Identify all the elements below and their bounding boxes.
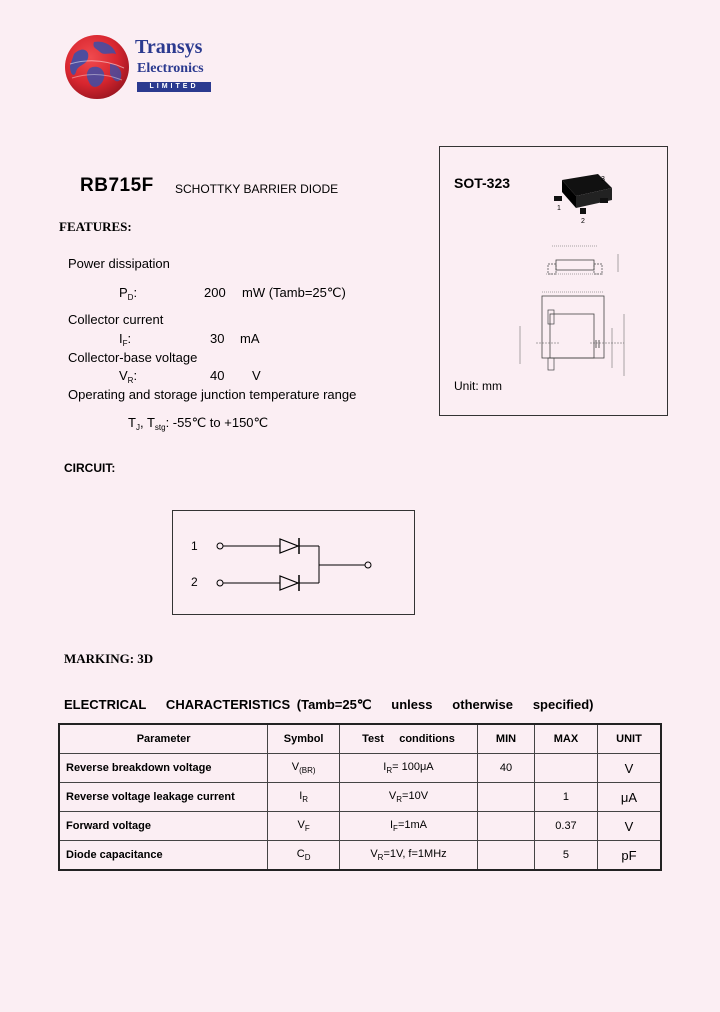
marking-label: MARKING: 3D	[64, 651, 154, 666]
vr-unit: V	[252, 368, 261, 383]
cell-min: 40	[477, 754, 534, 783]
cell-parameter: Diode capacitance	[59, 841, 268, 871]
cell-max: 1	[535, 783, 598, 812]
cell-min	[477, 812, 534, 841]
cell-max: 5	[535, 841, 598, 871]
terminal-3-icon	[365, 562, 371, 568]
cell-max	[535, 754, 598, 783]
power-dissipation-label: Power dissipation	[68, 256, 170, 271]
table-row	[59, 812, 661, 841]
circuit-heading: CIRCUIT:	[64, 461, 116, 475]
package-outline-drawing	[500, 168, 640, 383]
cell-test: $V_R=1V$, f=1MHz	[340, 841, 478, 871]
circuit-pin1-label: 1	[191, 539, 198, 553]
pd-symbol: $P_D$:	[119, 285, 138, 302]
features-heading: FEATURES:	[59, 219, 132, 234]
header-parameter: Parameter	[59, 724, 268, 754]
brand-name: Transys	[135, 36, 203, 58]
temperature-range-label: Operating and storage junction temperature range	[68, 387, 357, 402]
collector-base-voltage-label: Collector-base voltage	[68, 350, 198, 365]
if-value: 30	[210, 331, 225, 346]
table-row	[59, 754, 661, 783]
cell-unit: V	[597, 812, 661, 841]
header-max: MAX	[535, 724, 598, 754]
electrical-characteristics-table	[58, 723, 662, 871]
cell-test: $V_R=10V$	[340, 783, 478, 812]
cell-min	[477, 783, 534, 812]
if-symbol: $I_F$:	[119, 331, 132, 348]
circuit-diagram	[172, 510, 415, 615]
temperature-range-value: $T_J$, $T_{stg}$: -55℃ to +150℃	[128, 415, 269, 432]
cell-min	[477, 841, 534, 871]
pkg-pin3-label: 3	[601, 176, 605, 183]
table-row	[59, 841, 661, 871]
table-header-row	[59, 724, 661, 754]
vr-symbol: $V_R$:	[119, 368, 138, 385]
part-number: RB715F	[80, 175, 154, 196]
terminal-2-icon	[217, 580, 223, 586]
terminal-1-icon	[217, 543, 223, 549]
cell-symbol: $C_D$	[268, 841, 340, 871]
pkg-pin1-label: 1	[557, 205, 561, 212]
cell-parameter: Forward voltage	[59, 812, 268, 841]
header-symbol: Symbol	[268, 724, 340, 754]
header-unit: UNIT	[597, 724, 661, 754]
cell-unit: pF	[597, 841, 661, 871]
package-unit-note: Unit: mm	[454, 379, 502, 393]
header-test-conditions: Test conditions	[340, 724, 478, 754]
cell-symbol: $V_{(BR)}$	[268, 754, 340, 783]
cell-test: $I_F=1mA$	[340, 812, 478, 841]
cell-parameter: Reverse voltage leakage current	[59, 783, 268, 812]
cell-test: $I_R= 100\mu A$	[340, 754, 478, 783]
collector-current-label: Collector current	[68, 312, 164, 327]
cell-max: 0.37	[535, 812, 598, 841]
diode-1-icon	[280, 539, 298, 553]
circuit-pin2-label: 2	[191, 575, 198, 589]
brand-limited-tag: LIMITED	[137, 82, 211, 92]
header-min: MIN	[477, 724, 534, 754]
table-row	[59, 783, 661, 812]
electrical-heading: ELECTRICAL CHARACTERISTICS (Tamb=25℃ unless otherwise specified)	[64, 697, 594, 712]
cell-symbol: $I_R$	[268, 783, 340, 812]
cell-parameter: Reverse breakdown voltage	[59, 754, 268, 783]
cell-unit: V	[597, 754, 661, 783]
part-description: SCHOTTKY BARRIER DIODE	[175, 182, 339, 196]
package-name: SOT-323	[454, 175, 511, 191]
brand-subtitle: Electronics	[137, 61, 204, 76]
pd-value: 200	[204, 285, 226, 300]
vr-value: 40	[210, 368, 225, 383]
if-unit: mA	[240, 331, 260, 346]
diode-2-icon	[280, 576, 298, 590]
pd-unit: mW (Tamb=25℃)	[242, 285, 346, 300]
pkg-pin2-label: 2	[581, 218, 585, 225]
cell-unit: μA	[597, 783, 661, 812]
cell-symbol: $V_F$	[268, 812, 340, 841]
globe-logo-icon	[64, 34, 130, 100]
